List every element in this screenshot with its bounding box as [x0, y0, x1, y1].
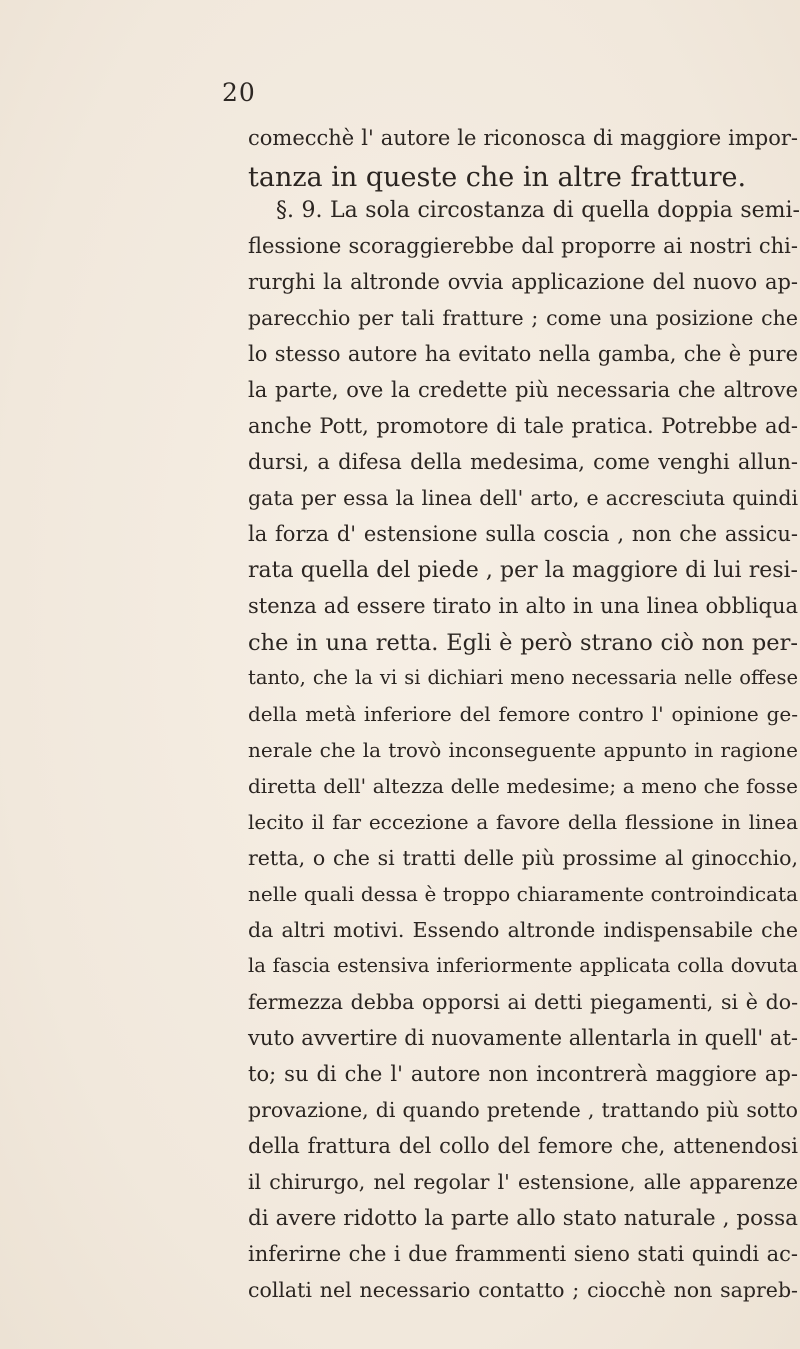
text-line: comecchè l' autore le riconosca di maggiore impor-: [248, 126, 798, 150]
text-line: rata quella del piede , per la maggiore di lui resi-: [248, 558, 798, 583]
text-line: la parte, ove la credette più necessaria che altrove: [248, 378, 798, 402]
text-line: flessione scoraggierebbe dal proporre ai nostri chi-: [248, 234, 798, 258]
text-line: anche Pott, promotore di tale pratica. Potrebbe ad-: [248, 414, 798, 438]
text-line: lecito il far eccezione a favore della flessione in linea: [248, 810, 798, 834]
text-line: diretta dell' altezza delle medesime; a meno che fosse: [248, 774, 798, 798]
text-line: parecchio per tali fratture ; come una posizione che: [248, 306, 798, 330]
text-line: gata per essa la linea dell' arto, e accresciuta quindi: [248, 486, 798, 510]
text-line: da altri motivi. Essendo altronde indispensabile che: [248, 918, 798, 942]
text-line: fermezza debba opporsi ai detti piegamenti, si è do-: [248, 990, 798, 1014]
text-line: nelle quali dessa è troppo chiaramente controindicata: [248, 882, 798, 906]
text-line: della metà inferiore del femore contro l' opinione ge-: [248, 702, 798, 726]
text-line: della frattura del collo del femore che, attenendosi: [248, 1134, 798, 1158]
text-line: §. 9. La sola circostanza di quella doppia semi-: [276, 198, 800, 223]
text-line: dursi, a difesa della medesima, come venghi allun-: [248, 450, 798, 474]
text-line: provazione, di quando pretende , trattando più sotto: [248, 1098, 798, 1122]
text-line: tanto, che la vi si dichiari meno necessaria nelle offese: [248, 666, 798, 689]
text-line: stenza ad essere tirato in alto in una linea obbliqua: [248, 594, 798, 618]
text-line: to; su di che l' autore non incontrerà maggiore ap-: [248, 1062, 798, 1086]
text-line: tanza in queste che in altre fratture.: [248, 162, 747, 193]
text-line: la fascia estensiva inferiormente applicata colla dovuta: [248, 954, 798, 977]
text-line: vuto avvertire di nuovamente allentarla in quell' at-: [248, 1026, 798, 1050]
text-line: inferirne che i due frammenti sieno stati quindi ac-: [248, 1242, 798, 1266]
text-line: collati nel necessario contatto ; ciocchè non sapreb-: [248, 1278, 798, 1302]
page-number: 20: [222, 78, 256, 107]
text-line: nerale che la trovò inconseguente appunto in ragione: [248, 738, 798, 762]
text-line: rurghi la altronde ovvia applicazione del nuovo ap-: [248, 270, 798, 294]
text-line: il chirurgo, nel regolar l' estensione, alle apparenze: [248, 1170, 798, 1194]
text-line: lo stesso autore ha evitato nella gamba, che è pure: [248, 342, 798, 366]
text-line: retta, o che si tratti delle più prossime al ginocchio,: [248, 846, 798, 870]
text-line: che in una retta. Egli è però strano ciò non per-: [248, 630, 798, 656]
text-line: di avere ridotto la parte allo stato naturale , possa: [248, 1206, 798, 1231]
text-line: la forza d' estensione sulla coscia , non che assicu-: [248, 522, 798, 546]
